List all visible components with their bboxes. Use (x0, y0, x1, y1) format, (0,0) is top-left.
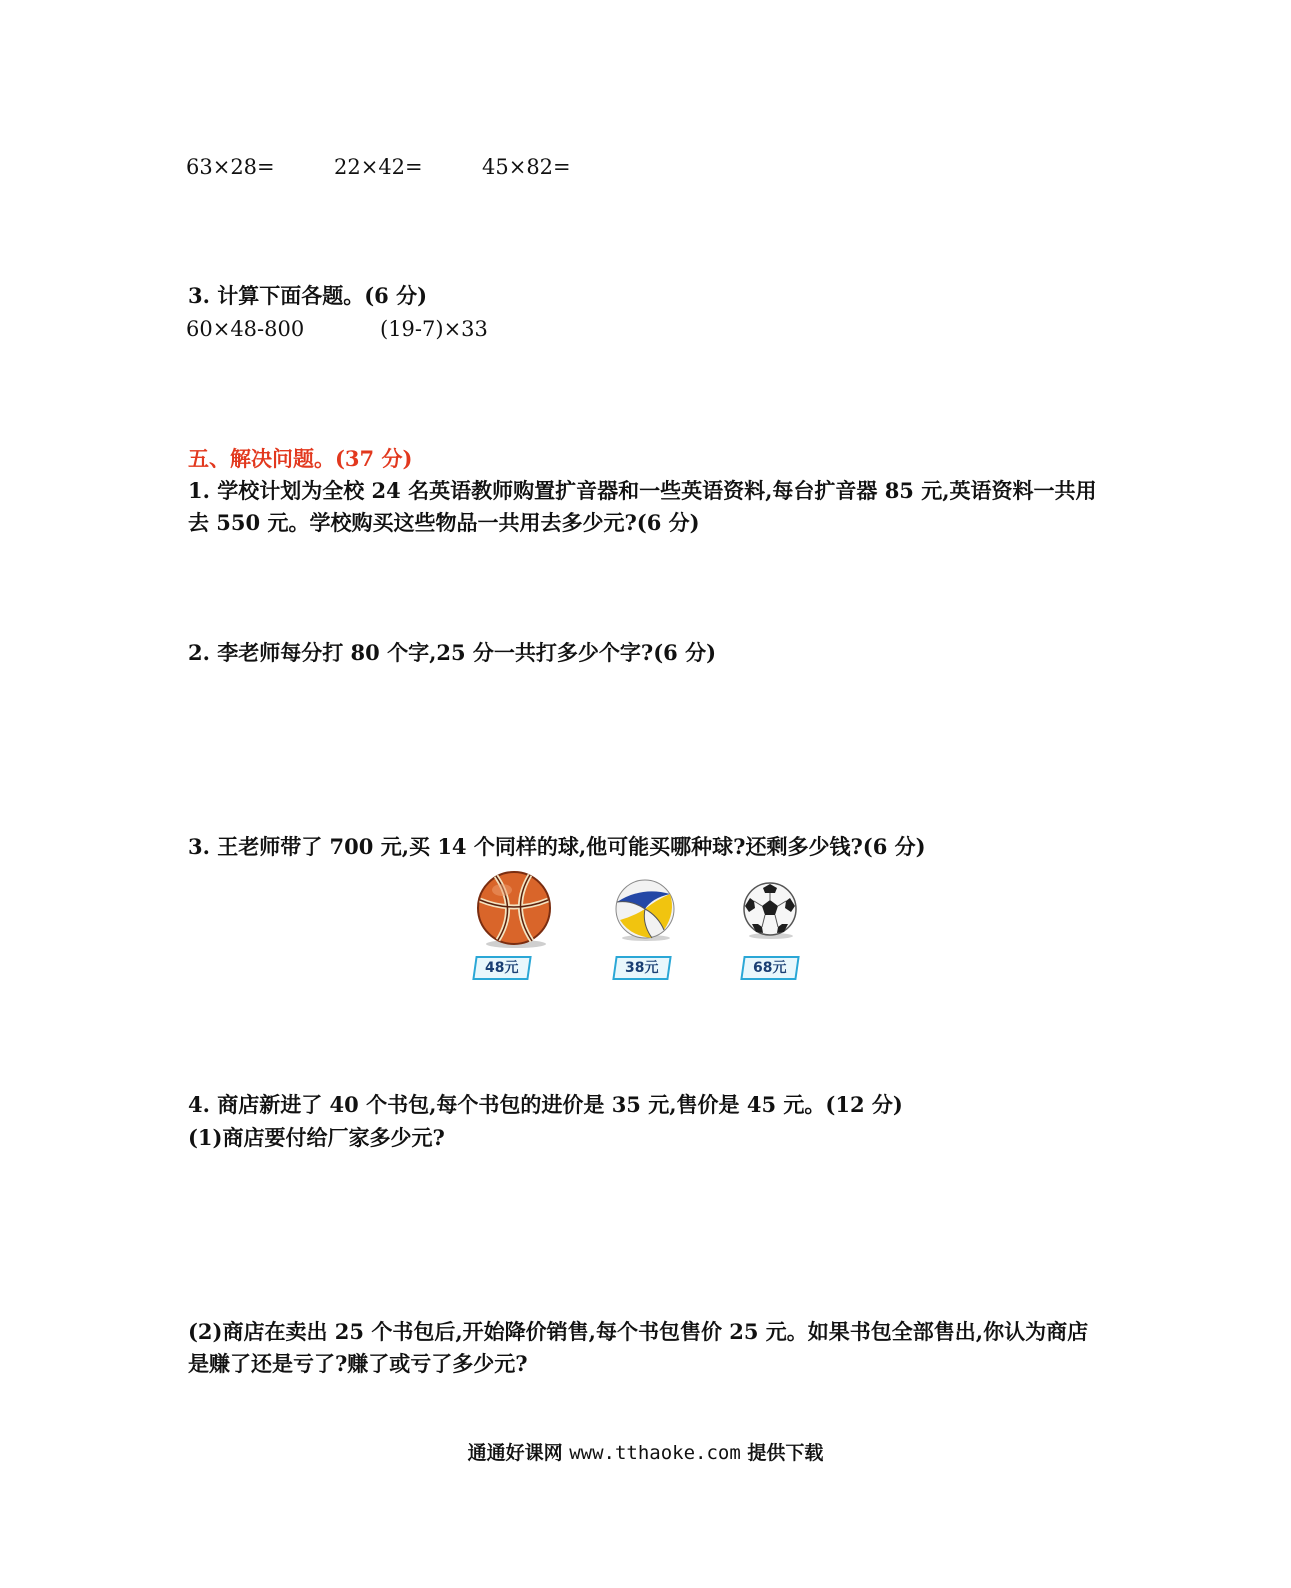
soccer-ball-price-tag: 68元 (740, 956, 799, 980)
expression-1: 63×28= (186, 155, 275, 179)
question-2: 2. 李老师每分打 80 个字,25 分一共打多少个字?(6 分) (188, 640, 717, 665)
soccer-ball-icon (740, 880, 800, 944)
question-4: 4. 商店新进了 40 个书包,每个书包的进价是 35 元,售价是 45 元。(12 分) (188, 1092, 903, 1117)
footer-site-name: 通通好课网 (467, 1442, 563, 1464)
basketball-price-tag: 48元 (472, 956, 531, 980)
question-4-part-2-line-1: (2)商店在卖出 25 个书包后,开始降价销售,每个书包售价 25 元。如果书包全部售出,你认为商店 (188, 1319, 1089, 1344)
footer (0, 1438, 1291, 1465)
question-4-part-1: (1)商店要付给厂家多少元? (188, 1125, 445, 1150)
expression-2: 22×42= (334, 155, 423, 179)
question-3: 3. 王老师带了 700 元,买 14 个同样的球,他可能买哪种球?还剩多少钱?(6 分) (188, 834, 926, 859)
basketball-icon (474, 870, 554, 954)
footer-suffix: 提供下载 (747, 1442, 824, 1464)
calc-expression-1: 60×48-800 (186, 317, 305, 341)
expression-3: 45×82= (482, 155, 571, 179)
question-1-line-1: 1. 学校计划为全校 24 名英语教师购置扩音器和一些英语资料,每台扩音器 85 元,英语资料一共用 (188, 478, 1097, 503)
question-1-line-2: 去 550 元。学校购买这些物品一共用去多少元?(6 分) (188, 510, 700, 535)
volleyball-price-tag: 38元 (612, 956, 671, 980)
volleyball-icon (612, 878, 678, 946)
section-heading: 五、解决问题。(37 分) (188, 446, 413, 471)
calc-expression-2: (19-7)×33 (380, 317, 488, 341)
footer-url[interactable]: www.tthaoke.com (569, 1442, 741, 1464)
calc-heading: 3. 计算下面各题。(6 分) (188, 283, 428, 308)
question-4-part-2-line-2: 是赚了还是亏了?赚了或亏了多少元? (188, 1351, 528, 1376)
